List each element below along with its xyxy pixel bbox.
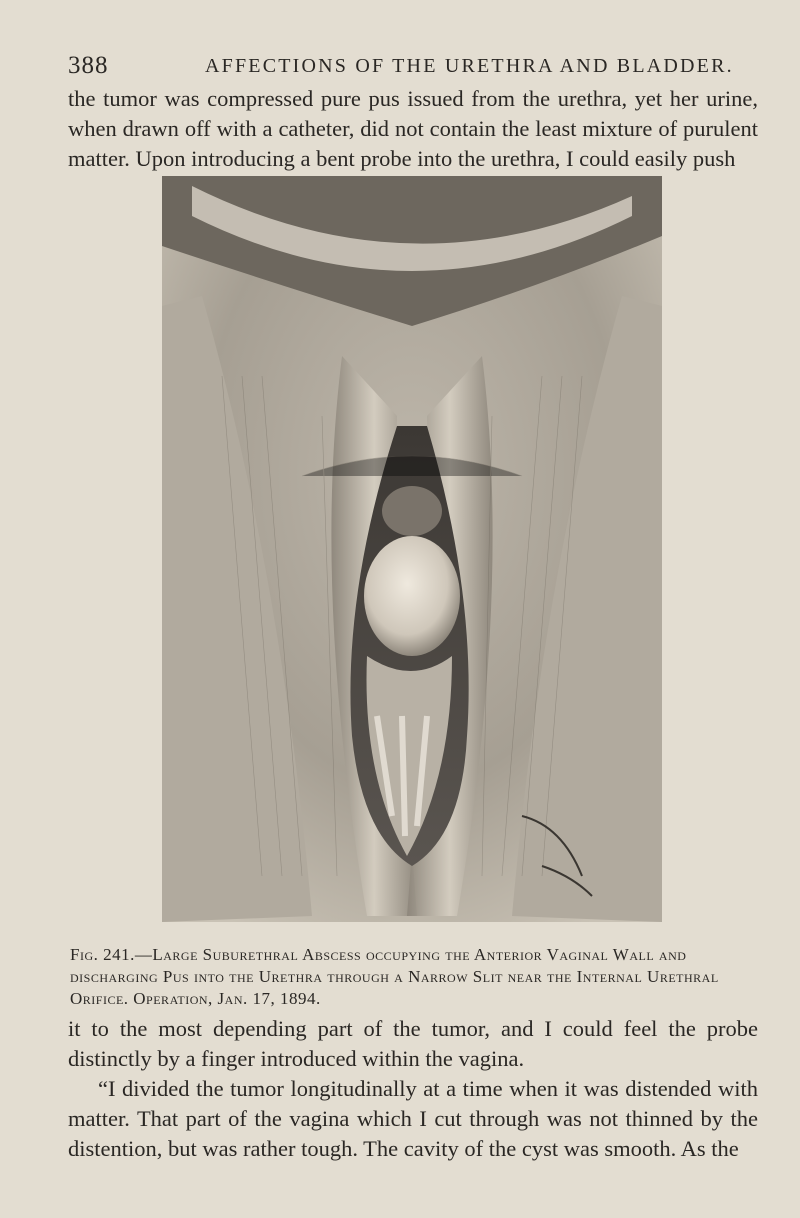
figure-caption: Fig. 241.—Large Suburethral Abscess occupying the Anterior Vaginal Wall and discharging Pus into the Urethra through a Narrow Slit near the Internal Urethral Orifice. Operation, Jan. 17, 1894. [70, 945, 719, 1008]
illustration-drawing [162, 176, 662, 922]
paragraph: “I divided the tumor longitudinally at a time when it was distended with matter. That part of the vagina which I cut through was not thinned by the distention, but was rather tough. The cavity of the cyst was smooth. As the [68, 1076, 758, 1161]
paragraph: it to the most depending part of the tumor, and I could feel the probe distinctly by a finger introduced within the vagina. [68, 1016, 758, 1071]
body-text-bottom [68, 1014, 758, 1164]
paragraph: the tumor was compressed pure pus issued from the urethra, yet her urine, when drawn off with a catheter, did not contain the least mixture of purulent matter. Upon introducing a bent probe into the urethra, I could easily push [68, 86, 758, 171]
page-number: 388 [68, 52, 109, 79]
running-head: AFFECTIONS OF THE URETHRA AND BLADDER. [205, 55, 734, 77]
page-header [68, 52, 760, 82]
medical-illustration [162, 176, 662, 922]
body-text-top [68, 84, 758, 174]
